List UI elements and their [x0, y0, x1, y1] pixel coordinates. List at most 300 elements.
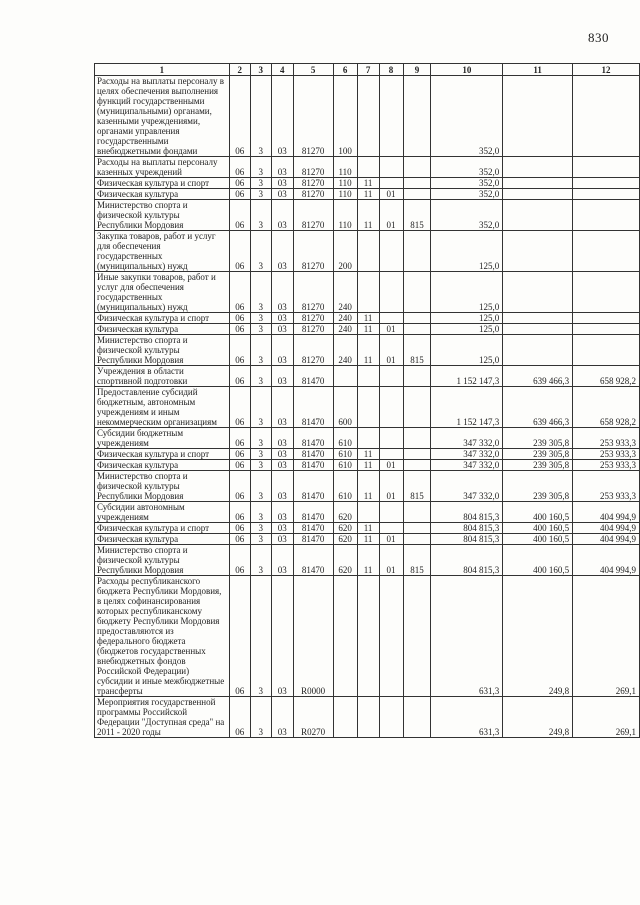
cell-subsection: 01	[379, 534, 403, 545]
cell-code-4: 03	[271, 324, 293, 335]
cell-expense-type: 600	[333, 387, 357, 428]
column-header: 6	[333, 64, 357, 76]
column-header: 5	[293, 64, 333, 76]
column-header: 7	[357, 64, 379, 76]
table-row	[95, 576, 640, 697]
cell-code-4: 03	[271, 576, 293, 697]
cell-code-3: 3	[250, 460, 271, 471]
cell-amount-col10: 347 332,0	[431, 460, 503, 471]
cell-section	[357, 157, 379, 178]
budget-table	[94, 63, 640, 738]
row-name: Министерство спорта и физической культуры Республики Мордовия	[95, 200, 230, 231]
cell-target-article: 81470	[293, 502, 333, 523]
table-row	[95, 157, 640, 178]
cell-amount-col12: 253 933,3	[573, 471, 640, 502]
cell-code-2: 06	[229, 523, 250, 534]
cell-subsection	[379, 231, 403, 272]
table-row	[95, 387, 640, 428]
cell-code-4: 03	[271, 272, 293, 313]
row-name: Физическая культура и спорт	[95, 523, 230, 534]
cell-amount-col10: 804 815,3	[431, 523, 503, 534]
cell-code-2: 06	[229, 157, 250, 178]
cell-code-2: 06	[229, 502, 250, 523]
cell-section: 11	[357, 471, 379, 502]
cell-subsection	[379, 76, 403, 157]
cell-ministry	[403, 428, 431, 449]
cell-expense-type: 620	[333, 502, 357, 523]
cell-target-article: 81270	[293, 178, 333, 189]
cell-amount-col11: 639 466,3	[503, 387, 573, 428]
cell-amount-col12	[573, 76, 640, 157]
cell-expense-type: 110	[333, 178, 357, 189]
table-row	[95, 523, 640, 534]
row-name: Расходы на выплаты персоналу казенных учреждений	[95, 157, 230, 178]
cell-code-3: 3	[250, 697, 271, 738]
table-header-row	[95, 64, 640, 76]
cell-subsection: 01	[379, 545, 403, 576]
cell-code-3: 3	[250, 189, 271, 200]
cell-expense-type: 100	[333, 76, 357, 157]
cell-amount-col11: 400 160,5	[503, 523, 573, 534]
cell-expense-type: 610	[333, 471, 357, 502]
cell-expense-type: 110	[333, 157, 357, 178]
cell-code-2: 06	[229, 366, 250, 387]
row-name: Субсидии бюджетным учреждениям	[95, 428, 230, 449]
cell-code-3: 3	[250, 428, 271, 449]
cell-section: 11	[357, 313, 379, 324]
cell-section: 11	[357, 449, 379, 460]
cell-ministry	[403, 502, 431, 523]
cell-ministry	[403, 460, 431, 471]
cell-section: 11	[357, 534, 379, 545]
cell-code-3: 3	[250, 200, 271, 231]
cell-subsection: 01	[379, 335, 403, 366]
column-header: 3	[250, 64, 271, 76]
cell-amount-col11: 400 160,5	[503, 534, 573, 545]
table-row	[95, 502, 640, 523]
cell-ministry	[403, 157, 431, 178]
cell-amount-col12	[573, 324, 640, 335]
column-header: 1	[95, 64, 230, 76]
cell-target-article: 81470	[293, 523, 333, 534]
cell-section	[357, 697, 379, 738]
row-name: Расходы республиканского бюджета Республики Мордовия, в целях софинансирования которых республиканскому бюджету Республики Мордовия предоставляются из федерального бюджета (бюджетов государственных внебюджетных фондов Российской Федерации) субсидии и иные межбюджетные трансферты	[95, 576, 230, 697]
table-row	[95, 272, 640, 313]
cell-code-2: 06	[229, 324, 250, 335]
cell-amount-col11	[503, 335, 573, 366]
cell-target-article: 81270	[293, 231, 333, 272]
cell-amount-col10: 804 815,3	[431, 534, 503, 545]
column-header: 4	[271, 64, 293, 76]
column-header: 2	[229, 64, 250, 76]
cell-ministry: 815	[403, 471, 431, 502]
cell-target-article: 81270	[293, 189, 333, 200]
cell-subsection	[379, 576, 403, 697]
cell-expense-type: 620	[333, 523, 357, 534]
cell-amount-col12: 404 994,9	[573, 502, 640, 523]
cell-code-3: 3	[250, 178, 271, 189]
cell-amount-col10: 347 332,0	[431, 449, 503, 460]
cell-amount-col10: 804 815,3	[431, 502, 503, 523]
table-row	[95, 200, 640, 231]
cell-code-3: 3	[250, 523, 271, 534]
cell-ministry	[403, 387, 431, 428]
cell-ministry	[403, 576, 431, 697]
table-row	[95, 697, 640, 738]
table-row	[95, 534, 640, 545]
cell-code-2: 06	[229, 76, 250, 157]
cell-amount-col12: 404 994,9	[573, 534, 640, 545]
row-name: Расходы на выплаты персоналу в целях обеспечения выполнения функций государственными (муниципальными) органами, казенными учреждениями, органами управления государственными внебюджетными фондами	[95, 76, 230, 157]
table-row	[95, 178, 640, 189]
column-header: 8	[379, 64, 403, 76]
cell-amount-col11: 239 305,8	[503, 449, 573, 460]
cell-expense-type: 240	[333, 335, 357, 366]
cell-amount-col10: 1 152 147,3	[431, 366, 503, 387]
cell-amount-col10: 1 152 147,3	[431, 387, 503, 428]
cell-target-article: 81470	[293, 428, 333, 449]
cell-section: 11	[357, 545, 379, 576]
cell-section: 11	[357, 178, 379, 189]
table-row	[95, 545, 640, 576]
cell-code-3: 3	[250, 324, 271, 335]
cell-code-2: 06	[229, 545, 250, 576]
cell-target-article: 81470	[293, 449, 333, 460]
cell-code-4: 03	[271, 157, 293, 178]
cell-subsection: 01	[379, 460, 403, 471]
cell-code-3: 3	[250, 272, 271, 313]
cell-code-4: 03	[271, 428, 293, 449]
row-name: Предоставление субсидий бюджетным, автономным учреждениям и иным некоммерческим организациям	[95, 387, 230, 428]
cell-amount-col10: 631,3	[431, 576, 503, 697]
cell-section: 11	[357, 460, 379, 471]
cell-code-4: 03	[271, 471, 293, 502]
cell-amount-col10: 352,0	[431, 200, 503, 231]
cell-section: 11	[357, 324, 379, 335]
cell-expense-type: 610	[333, 428, 357, 449]
cell-amount-col12: 658 928,2	[573, 387, 640, 428]
cell-amount-col11	[503, 157, 573, 178]
row-name: Физическая культура и спорт	[95, 178, 230, 189]
cell-subsection	[379, 697, 403, 738]
cell-code-3: 3	[250, 387, 271, 428]
cell-code-4: 03	[271, 534, 293, 545]
column-header: 12	[573, 64, 640, 76]
cell-ministry: 815	[403, 545, 431, 576]
cell-code-2: 06	[229, 471, 250, 502]
cell-section: 11	[357, 200, 379, 231]
cell-subsection	[379, 449, 403, 460]
cell-code-4: 03	[271, 189, 293, 200]
cell-code-3: 3	[250, 231, 271, 272]
cell-code-2: 06	[229, 387, 250, 428]
cell-code-4: 03	[271, 231, 293, 272]
cell-code-3: 3	[250, 313, 271, 324]
cell-code-3: 3	[250, 76, 271, 157]
cell-amount-col10: 352,0	[431, 76, 503, 157]
cell-subsection	[379, 157, 403, 178]
table-row	[95, 313, 640, 324]
row-name: Мероприятия государственной программы Российской Федерации "Доступная среда" на 2011 - 2020 годы	[95, 697, 230, 738]
cell-ministry	[403, 324, 431, 335]
cell-amount-col11: 400 160,5	[503, 502, 573, 523]
cell-target-article: 81270	[293, 272, 333, 313]
cell-ministry	[403, 178, 431, 189]
cell-section	[357, 428, 379, 449]
cell-ministry	[403, 449, 431, 460]
cell-amount-col12: 404 994,9	[573, 523, 640, 534]
row-name: Иные закупки товаров, работ и услуг для обеспечения государственных (муниципальных) нужд	[95, 272, 230, 313]
cell-expense-type: 110	[333, 200, 357, 231]
cell-code-4: 03	[271, 387, 293, 428]
page-number: 830	[588, 30, 609, 45]
table-row	[95, 231, 640, 272]
cell-code-4: 03	[271, 335, 293, 366]
cell-amount-col10: 804 815,3	[431, 545, 503, 576]
cell-subsection: 01	[379, 471, 403, 502]
cell-amount-col12	[573, 157, 640, 178]
cell-code-3: 3	[250, 449, 271, 460]
cell-subsection: 01	[379, 200, 403, 231]
table-row	[95, 366, 640, 387]
cell-code-2: 06	[229, 335, 250, 366]
cell-amount-col11	[503, 178, 573, 189]
cell-section	[357, 272, 379, 313]
cell-ministry	[403, 231, 431, 272]
row-name: Учреждения в области спортивной подготовки	[95, 366, 230, 387]
column-header: 10	[431, 64, 503, 76]
column-header: 9	[403, 64, 431, 76]
cell-subsection	[379, 366, 403, 387]
table-row	[95, 76, 640, 157]
cell-section: 11	[357, 189, 379, 200]
cell-expense-type: 240	[333, 272, 357, 313]
cell-target-article: 81270	[293, 324, 333, 335]
cell-code-3: 3	[250, 576, 271, 697]
cell-code-4: 03	[271, 697, 293, 738]
table-row	[95, 471, 640, 502]
cell-subsection	[379, 502, 403, 523]
table-row	[95, 189, 640, 200]
cell-amount-col12	[573, 272, 640, 313]
cell-amount-col10: 125,0	[431, 231, 503, 272]
cell-code-2: 06	[229, 189, 250, 200]
cell-amount-col12	[573, 189, 640, 200]
cell-target-article: 81270	[293, 313, 333, 324]
cell-section	[357, 502, 379, 523]
cell-amount-col12	[573, 313, 640, 324]
cell-section	[357, 231, 379, 272]
cell-subsection: 01	[379, 189, 403, 200]
cell-code-4: 03	[271, 460, 293, 471]
cell-code-2: 06	[229, 200, 250, 231]
cell-code-2: 06	[229, 460, 250, 471]
cell-subsection	[379, 523, 403, 534]
cell-amount-col10: 125,0	[431, 272, 503, 313]
cell-code-4: 03	[271, 449, 293, 460]
cell-expense-type: 610	[333, 460, 357, 471]
cell-expense-type: 620	[333, 534, 357, 545]
cell-code-2: 06	[229, 313, 250, 324]
cell-amount-col11: 639 466,3	[503, 366, 573, 387]
row-name: Закупка товаров, работ и услуг для обеспечения государственных (муниципальных) нужд	[95, 231, 230, 272]
cell-amount-col11	[503, 313, 573, 324]
cell-amount-col11: 239 305,8	[503, 471, 573, 502]
cell-expense-type: 240	[333, 324, 357, 335]
cell-amount-col11: 249,8	[503, 697, 573, 738]
cell-expense-type	[333, 576, 357, 697]
cell-target-article: 81270	[293, 157, 333, 178]
row-name: Физическая культура	[95, 189, 230, 200]
cell-amount-col10: 125,0	[431, 335, 503, 366]
cell-amount-col11	[503, 76, 573, 157]
cell-ministry: 815	[403, 200, 431, 231]
cell-ministry	[403, 272, 431, 313]
cell-subsection	[379, 272, 403, 313]
table-row	[95, 428, 640, 449]
row-name: Физическая культура и спорт	[95, 449, 230, 460]
cell-amount-col11	[503, 324, 573, 335]
cell-amount-col12: 404 994,9	[573, 545, 640, 576]
cell-target-article: R0000	[293, 576, 333, 697]
cell-amount-col12	[573, 335, 640, 366]
cell-ministry	[403, 534, 431, 545]
cell-code-4: 03	[271, 523, 293, 534]
cell-section	[357, 366, 379, 387]
cell-code-4: 03	[271, 76, 293, 157]
cell-section: 11	[357, 335, 379, 366]
cell-amount-col11: 239 305,8	[503, 460, 573, 471]
cell-section	[357, 576, 379, 697]
cell-amount-col10: 352,0	[431, 178, 503, 189]
column-header: 11	[503, 64, 573, 76]
cell-code-4: 03	[271, 200, 293, 231]
cell-subsection	[379, 178, 403, 189]
cell-subsection	[379, 428, 403, 449]
cell-amount-col10: 352,0	[431, 189, 503, 200]
row-name: Физическая культура и спорт	[95, 313, 230, 324]
cell-amount-col12: 253 933,3	[573, 428, 640, 449]
cell-expense-type	[333, 697, 357, 738]
cell-code-2: 06	[229, 272, 250, 313]
cell-code-4: 03	[271, 313, 293, 324]
cell-expense-type: 200	[333, 231, 357, 272]
cell-code-2: 06	[229, 576, 250, 697]
cell-amount-col12: 253 933,3	[573, 449, 640, 460]
cell-target-article: 81470	[293, 545, 333, 576]
cell-ministry	[403, 313, 431, 324]
cell-code-3: 3	[250, 502, 271, 523]
table-row	[95, 335, 640, 366]
cell-code-4: 03	[271, 545, 293, 576]
row-name: Министерство спорта и физической культуры Республики Мордовия	[95, 335, 230, 366]
cell-subsection	[379, 387, 403, 428]
cell-amount-col11: 249,8	[503, 576, 573, 697]
cell-amount-col11	[503, 189, 573, 200]
row-name: Физическая культура	[95, 460, 230, 471]
cell-target-article: 81470	[293, 387, 333, 428]
cell-amount-col10: 352,0	[431, 157, 503, 178]
cell-target-article: 81470	[293, 366, 333, 387]
cell-ministry	[403, 76, 431, 157]
row-name: Физическая культура	[95, 324, 230, 335]
cell-code-3: 3	[250, 534, 271, 545]
cell-code-3: 3	[250, 157, 271, 178]
cell-target-article: 81270	[293, 76, 333, 157]
cell-target-article: R0270	[293, 697, 333, 738]
cell-ministry	[403, 697, 431, 738]
cell-amount-col12: 269,1	[573, 576, 640, 697]
cell-target-article: 81470	[293, 471, 333, 502]
cell-amount-col11: 400 160,5	[503, 545, 573, 576]
row-name: Министерство спорта и физической культуры Республики Мордовия	[95, 471, 230, 502]
row-name: Министерство спорта и физической культуры Республики Мордовия	[95, 545, 230, 576]
cell-ministry: 815	[403, 335, 431, 366]
cell-code-3: 3	[250, 335, 271, 366]
cell-code-3: 3	[250, 471, 271, 502]
cell-section	[357, 76, 379, 157]
cell-amount-col12	[573, 178, 640, 189]
cell-subsection: 01	[379, 324, 403, 335]
table-row	[95, 460, 640, 471]
cell-amount-col12: 253 933,3	[573, 460, 640, 471]
cell-code-2: 06	[229, 178, 250, 189]
cell-amount-col11: 239 305,8	[503, 428, 573, 449]
table-row	[95, 324, 640, 335]
row-name: Субсидии автономным учреждениям	[95, 502, 230, 523]
cell-amount-col12: 658 928,2	[573, 366, 640, 387]
cell-code-2: 06	[229, 231, 250, 272]
cell-code-4: 03	[271, 366, 293, 387]
cell-subsection	[379, 313, 403, 324]
cell-code-4: 03	[271, 178, 293, 189]
cell-target-article: 81470	[293, 460, 333, 471]
cell-expense-type: 240	[333, 313, 357, 324]
cell-amount-col12: 269,1	[573, 697, 640, 738]
cell-target-article: 81270	[293, 200, 333, 231]
cell-section: 11	[357, 523, 379, 534]
cell-section	[357, 387, 379, 428]
row-name: Физическая культура	[95, 534, 230, 545]
cell-amount-col11	[503, 200, 573, 231]
cell-code-3: 3	[250, 366, 271, 387]
cell-amount-col10: 125,0	[431, 313, 503, 324]
cell-expense-type: 110	[333, 189, 357, 200]
cell-expense-type	[333, 366, 357, 387]
cell-expense-type: 620	[333, 545, 357, 576]
cell-expense-type: 610	[333, 449, 357, 460]
cell-code-2: 06	[229, 534, 250, 545]
cell-code-2: 06	[229, 428, 250, 449]
cell-ministry	[403, 366, 431, 387]
cell-code-2: 06	[229, 449, 250, 460]
cell-amount-col10: 347 332,0	[431, 471, 503, 502]
cell-amount-col10: 631,3	[431, 697, 503, 738]
cell-code-3: 3	[250, 545, 271, 576]
cell-amount-col11	[503, 272, 573, 313]
cell-amount-col10: 347 332,0	[431, 428, 503, 449]
cell-code-2: 06	[229, 697, 250, 738]
cell-ministry	[403, 523, 431, 534]
cell-amount-col10: 125,0	[431, 324, 503, 335]
cell-amount-col12	[573, 231, 640, 272]
cell-code-4: 03	[271, 502, 293, 523]
cell-target-article: 81270	[293, 335, 333, 366]
cell-target-article: 81470	[293, 534, 333, 545]
cell-ministry	[403, 189, 431, 200]
cell-amount-col12	[573, 200, 640, 231]
table-row	[95, 449, 640, 460]
